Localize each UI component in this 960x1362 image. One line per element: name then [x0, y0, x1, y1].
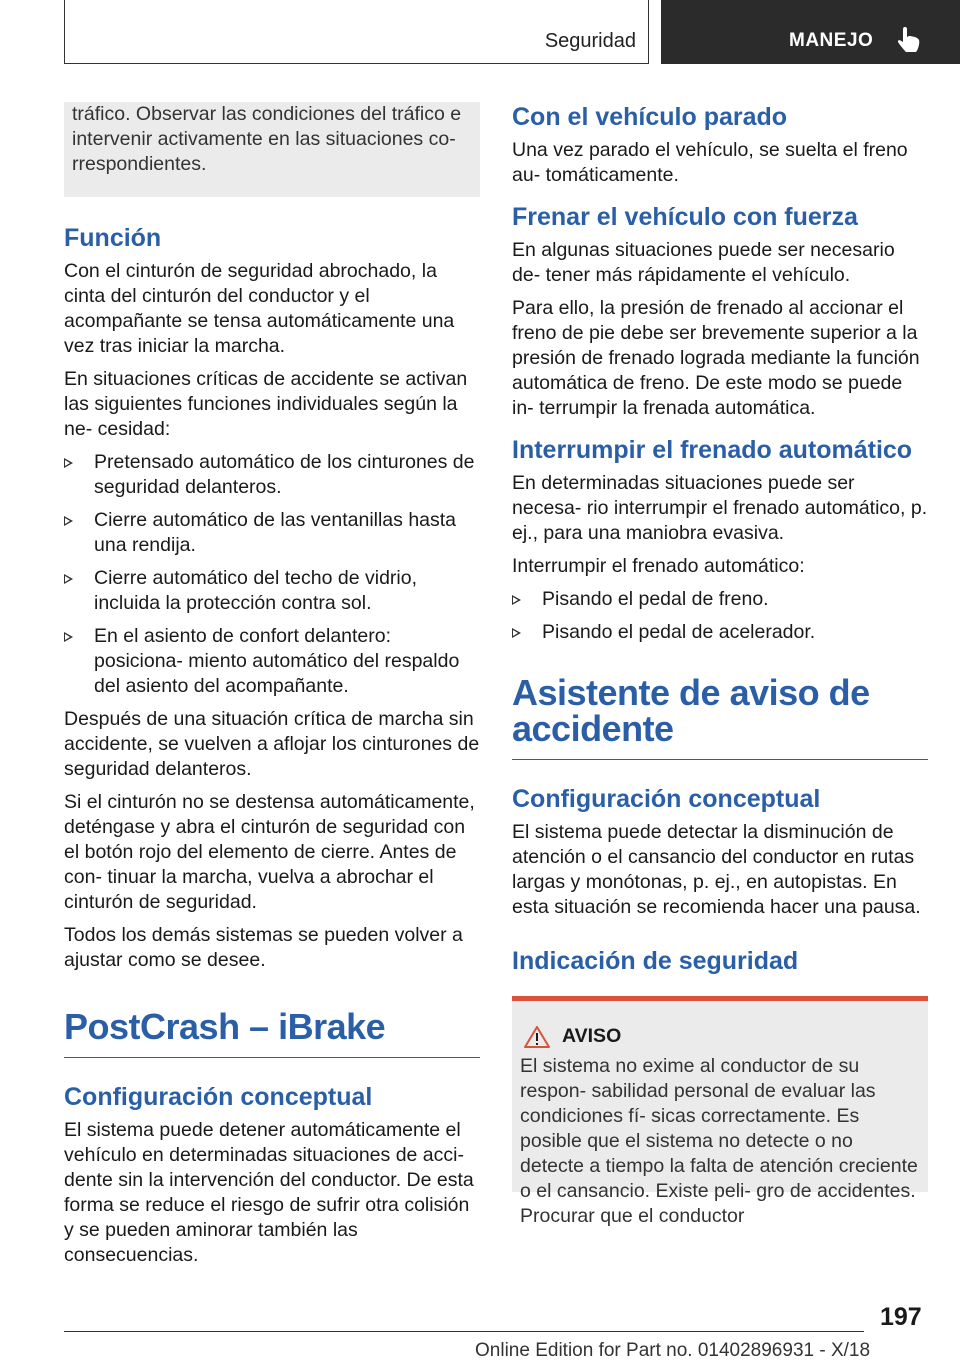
note-line: tráfico. Observar las condiciones del tráfico e — [72, 103, 462, 125]
list-item: En el asiento de confort delantero: posiciona- miento automático del respaldo del asiento del acompañante. — [64, 624, 480, 699]
paragraph: En algunas situaciones puede ser necesario de- tener más rápidamente el vehículo. — [512, 239, 895, 286]
section-title: Seguridad — [544, 30, 636, 52]
paragraph: El sistema puede detectar la disminución de atención o el cansancio del conductor en rutas largas y monótonas, p. ej., en autopistas. En esta situación se recomienda hacer una pausa. — [512, 821, 921, 918]
heading-postcrash: PostCrash – iBrake — [64, 1006, 386, 1047]
paragraph: En situaciones críticas de accidente se activan las siguientes funciones individuales según la ne- cesidad: — [64, 368, 468, 440]
footer-edition: Online Edition for Part no. 01402896931 - X/18 — [475, 1340, 871, 1361]
header-chapter-tab[interactable] — [661, 0, 960, 64]
warning-text: El sistema no exime al conductor de su respon- sabilidad personal de evaluar las condiciones fí- sicas correctamente. Es posible que el sistema no detecte o no detecte a tiempo la falta de atención creciente o el cansancio. Existe peli- gro de accidentes. Procurar que el conductor — [520, 1055, 918, 1227]
warning-box — [512, 996, 928, 1227]
triangle-bullet-icon — [64, 516, 73, 526]
footer-divider — [64, 1331, 864, 1332]
left-column — [64, 102, 480, 1276]
page-number: 197 — [880, 1303, 922, 1331]
paragraph: El sistema puede detener automáticamente el vehículo en determinadas situaciones de acci- dente sin la intervención del conductor. De esta forma se reduce el riesgo de sufrir otra colisión y se pueden aminorar también las consecuencias. — [64, 1119, 474, 1266]
warning-triangle-icon — [524, 1026, 550, 1048]
triangle-bullet-icon — [512, 628, 521, 638]
paragraph: Con el cinturón de seguridad abrochado, la cinta del cinturón del conductor y el acompañante se tensa automáticamente una vez tras iniciar la marcha. — [64, 260, 455, 357]
paragraph: En determinadas situaciones puede ser necesa- rio interrumpir el frenado automático, p. ej., para una maniobra evasiva. — [512, 472, 928, 544]
triangle-bullet-icon — [64, 458, 73, 468]
note-line: rrespondientes. — [72, 153, 207, 175]
note-line: intervenir activamente en las situaciones co- — [72, 128, 456, 150]
heading-configuracion: Configuración conceptual — [512, 785, 821, 813]
paragraph: Todos los demás sistemas se pueden volver a ajustar como se desee. — [64, 924, 463, 971]
list-item: Pisando el pedal de acelerador. — [512, 620, 928, 645]
paragraph: Después de una situación crítica de marcha sin accidente, se vuelven a aflojar los cinturones de seguridad delanteros. — [64, 708, 480, 780]
heading-interrumpir: Interrumpir el frenado automático — [512, 436, 913, 464]
heading-configuracion: Configuración conceptual — [64, 1083, 373, 1111]
triangle-bullet-icon — [64, 632, 73, 642]
hand-pointer-icon — [897, 25, 921, 53]
triangle-bullet-icon — [64, 574, 73, 584]
paragraph: Interrumpir el frenado automático: — [512, 555, 805, 577]
paragraph: Para ello, la presión de frenado al accionar el freno de pie debe ser brevemente superior a la presión de frenado lograda mediante la función automática de freno. De este modo se puede in- terrumpir la frenada automática. — [512, 297, 920, 419]
warning-title: AVISO — [562, 1025, 622, 1047]
section-heading-wrap — [64, 1006, 480, 1058]
paragraph: Una vez parado el vehículo, se suelta el freno au- tomáticamente. — [512, 139, 908, 186]
heading-parado: Con el vehículo parado — [512, 103, 788, 131]
heading-indicacion: Indicación de seguridad — [512, 947, 799, 975]
warning-header — [520, 1025, 920, 1048]
chapter-title: MANEJO — [789, 30, 874, 51]
function-list — [64, 450, 480, 699]
interrupt-list — [512, 587, 928, 645]
paragraph: Si el cinturón no se destensa automáticamente, deténgase y abra el cinturón de seguridad con el botón rojo del elemento de cierre. Antes de con- tinuar la marcha, vuelva a abrochar el cinturón de seguridad. — [64, 791, 475, 913]
heading-funcion: Función — [64, 224, 162, 252]
list-item: Cierre automático del techo de vidrio, incluida la protección contra sol. — [64, 566, 480, 616]
list-item: Pretensado automático de los cinturones de seguridad delanteros. — [64, 450, 480, 500]
note-box — [64, 102, 480, 197]
header-section-box — [64, 0, 649, 64]
triangle-bullet-icon — [512, 595, 521, 605]
heading-asistente: Asistente de aviso de accidente — [512, 672, 870, 749]
list-item: Cierre automático de las ventanillas hasta una rendija. — [64, 508, 480, 558]
heading-frenar: Frenar el vehículo con fuerza — [512, 203, 858, 231]
section-heading-wrap — [512, 672, 928, 760]
right-column — [512, 102, 928, 1227]
list-item: Pisando el pedal de freno. — [512, 587, 928, 612]
